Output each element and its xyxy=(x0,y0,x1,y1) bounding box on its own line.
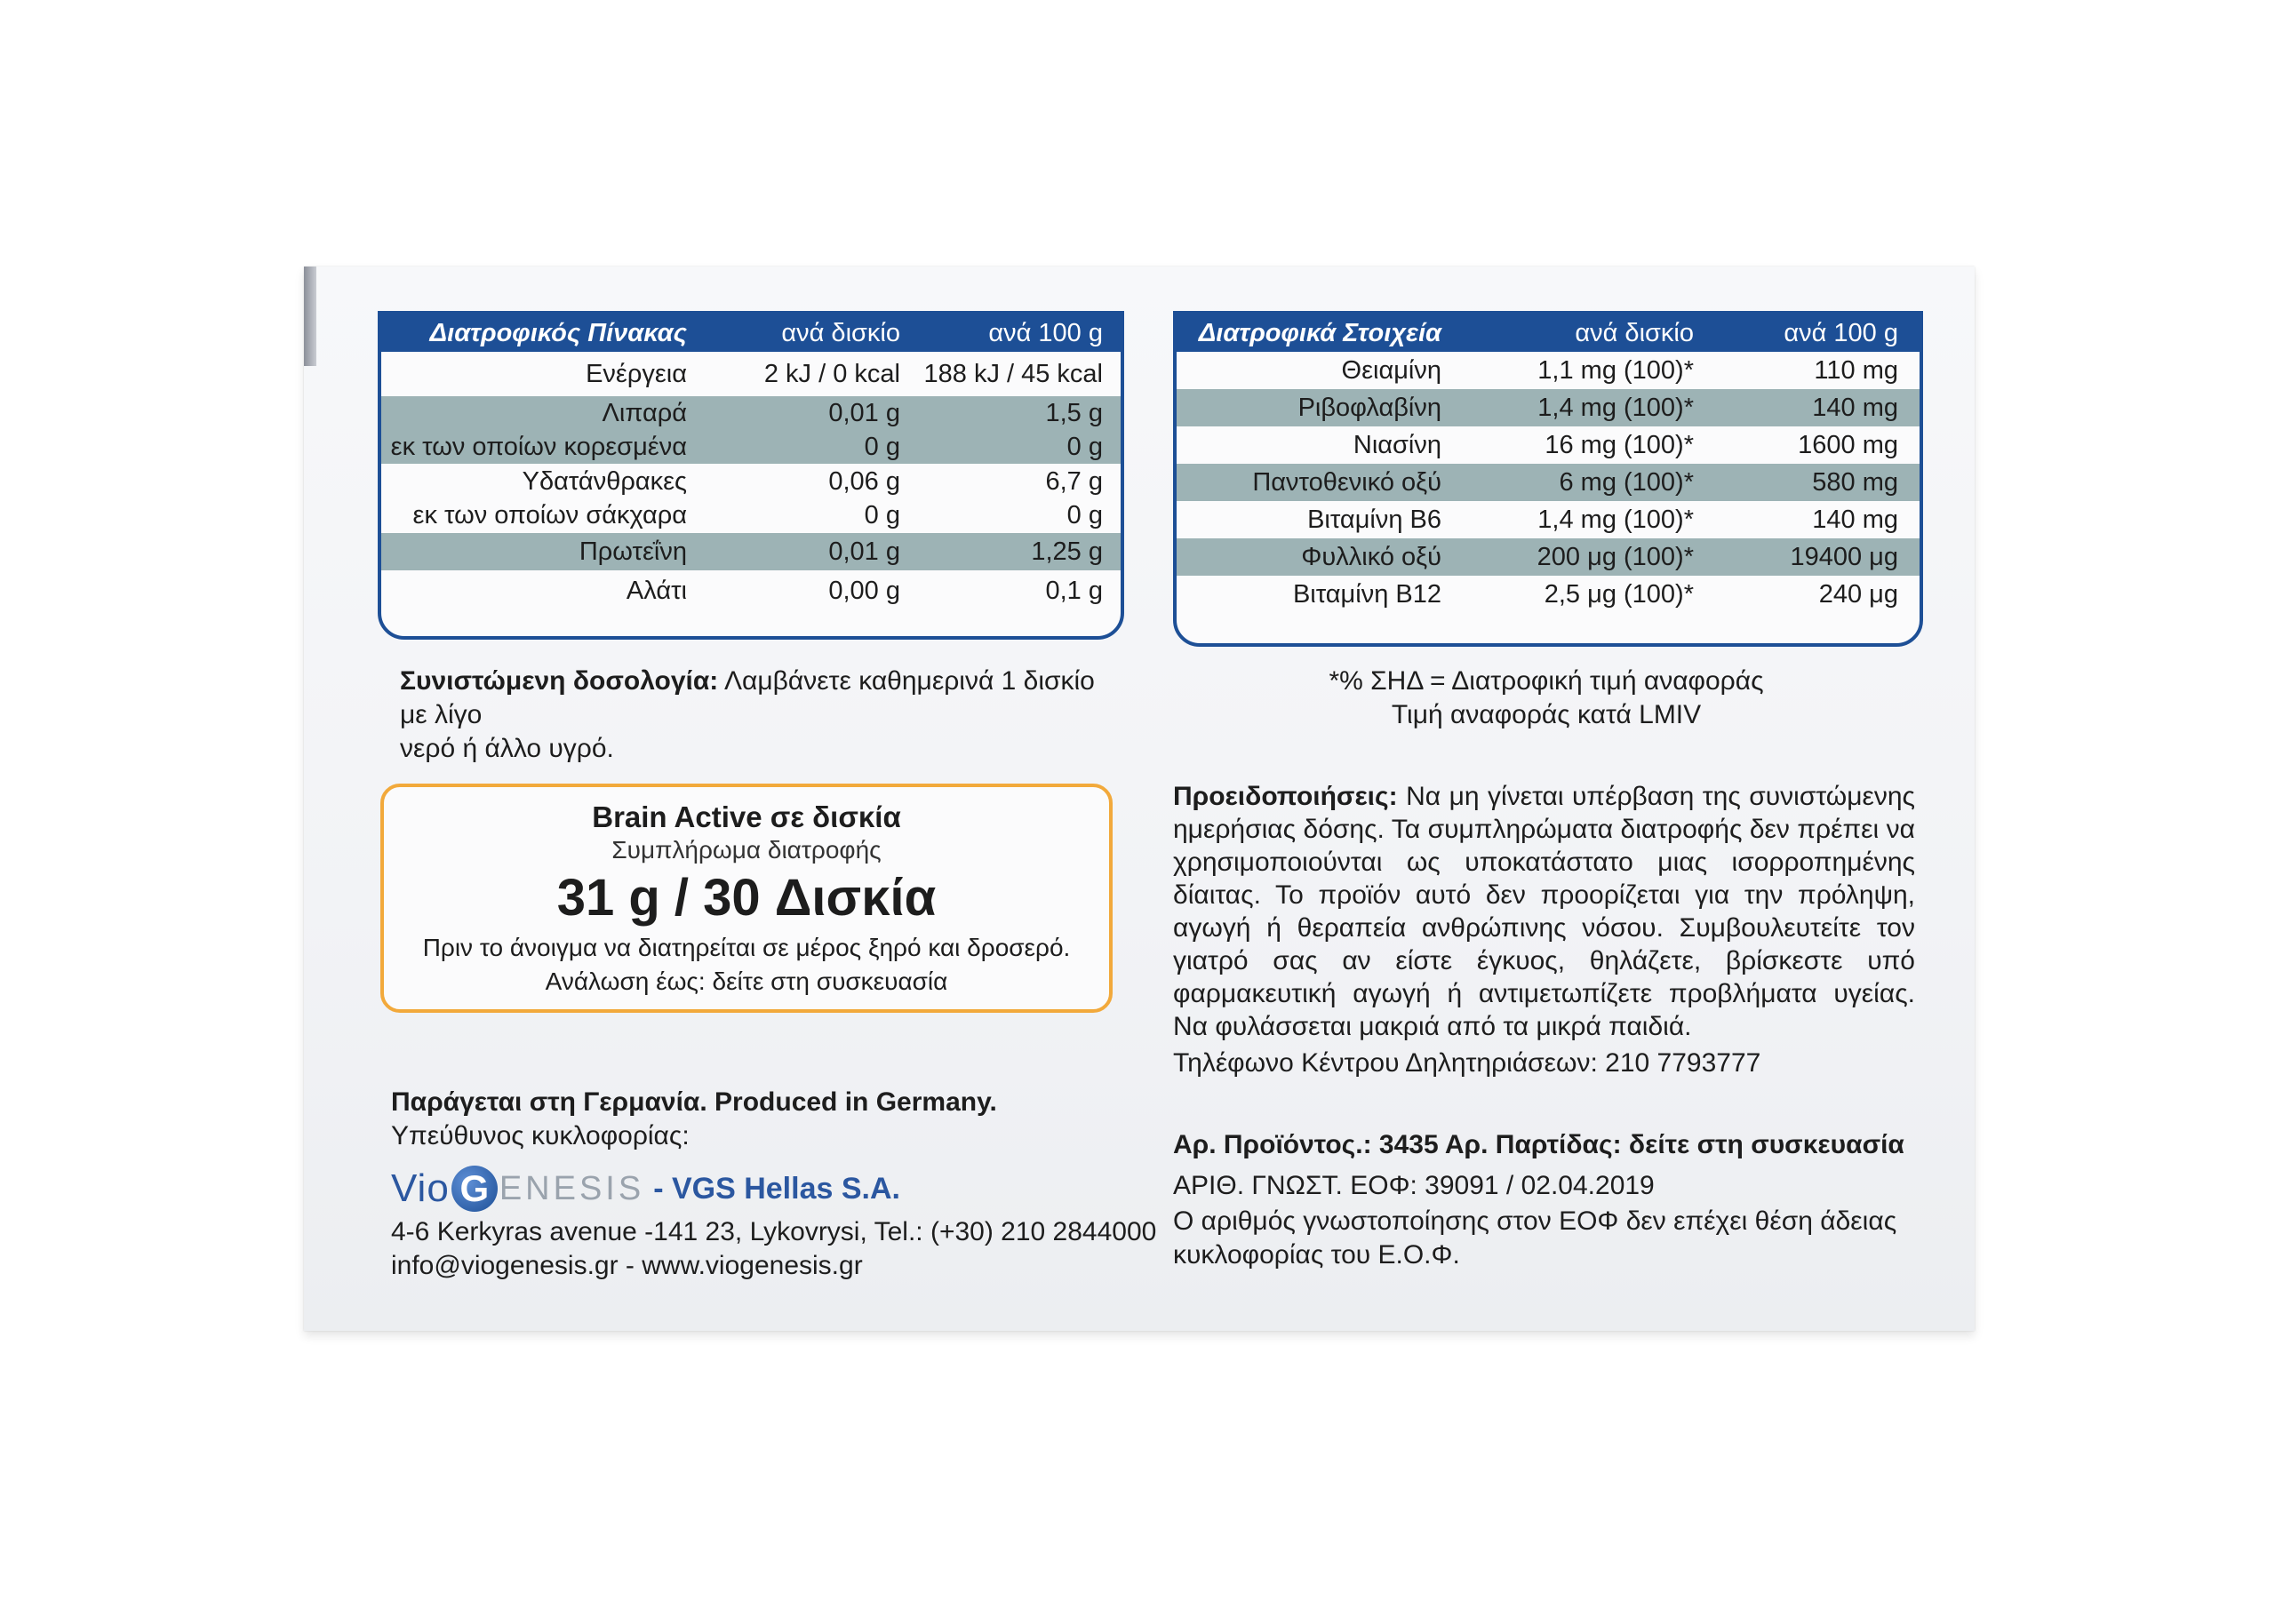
nutrition-table xyxy=(378,311,1124,640)
package-side-edge xyxy=(304,267,316,366)
row-per-tablet-text: 0,01 g xyxy=(828,399,900,427)
warnings-line: δίαιτας. Το προϊόν αυτό δεν προορίζεται για την πρόληψη, xyxy=(1173,880,1915,910)
reference-note xyxy=(1244,665,1848,732)
row-label: Θειαμίνη xyxy=(1341,355,1441,385)
row-per-100g: 19400 μg xyxy=(1790,542,1898,571)
logo-genesis: ENESIS xyxy=(499,1169,645,1207)
header-per-100g: ανά 100 g xyxy=(1784,318,1898,347)
product-storage: Πριν το άνοιγμα να διατηρείται σε μέρος ξηρό και δροσερό. xyxy=(422,934,1071,961)
product-number: Αρ. Προϊόντος.: 3435 Αρ. Παρτίδας: δείτε στη συσκευασία xyxy=(1173,1130,1904,1159)
row-per-100g: 140 mg xyxy=(1812,505,1898,534)
dosage-text xyxy=(400,665,1111,766)
warnings-line: χρησιμοποιούνται ως υποκατάστατο μιας ισορροπημένης xyxy=(1173,848,1915,877)
row-per-100g: 240 μg xyxy=(1818,579,1898,609)
row-per-100g: 580 mg xyxy=(1812,467,1898,497)
row-per-tablet xyxy=(705,574,900,608)
row-per-100g xyxy=(900,357,1103,391)
row-label-text: Λιπαρά xyxy=(602,399,687,427)
row-per-100g-text: 1,5 g xyxy=(1045,399,1103,427)
row-per-tablet: 2,5 μg (100)* xyxy=(1544,579,1694,609)
warnings-block xyxy=(1173,780,1915,1079)
row-label: Βιταμίνη B12 xyxy=(1292,579,1441,609)
row-label-text: Αλάτι xyxy=(626,577,687,605)
product-info-box xyxy=(380,784,1113,1013)
nutrition-table-header xyxy=(381,314,1121,352)
table-row xyxy=(381,396,1121,464)
row-per-100g: 1600 mg xyxy=(1798,430,1898,459)
row-label-text: εκ των οποίων σάκχαρα xyxy=(412,501,687,529)
warnings-line: αγωγή ή θεραπεία ανθρώπινης νόσου. Συμβουλευτείτε τον xyxy=(1173,913,1915,943)
row-per-100g-text: 1,25 g xyxy=(1031,537,1103,566)
table-row xyxy=(1177,538,1920,576)
row-per-tablet xyxy=(705,396,900,464)
logo-vio: Vio xyxy=(391,1166,450,1210)
table-row xyxy=(1177,501,1920,538)
row-per-100g xyxy=(900,396,1103,464)
row-label xyxy=(381,574,705,608)
row-per-tablet-text: 2 kJ / 0 kcal xyxy=(763,360,900,388)
responsible-label: Υπεύθυνος κυκλοφορίας: xyxy=(391,1121,690,1150)
header-per-100g: ανά 100 g xyxy=(988,318,1103,347)
dosage-line2: νερό ή άλλο υγρό. xyxy=(400,734,614,763)
row-label-text: Ενέργεια xyxy=(586,360,687,388)
row-per-tablet xyxy=(705,357,900,391)
row-per-tablet xyxy=(705,535,900,569)
eof-note-line1: Ο αριθμός γνωστοποίησης στον ΕΟΦ δεν επέχει θέση άδειας xyxy=(1173,1206,1897,1236)
row-per-100g xyxy=(900,574,1103,608)
row-per-100g-text: 0 g xyxy=(1066,501,1103,529)
company-contact: info@viogenesis.gr - www.viogenesis.gr xyxy=(391,1251,863,1280)
row-label: Νιασίνη xyxy=(1353,430,1441,459)
row-per-tablet-text: 0 g xyxy=(864,433,900,461)
product-title: Brain Active σε δισκία xyxy=(592,800,901,833)
row-per-100g-text: 188 kJ / 45 kcal xyxy=(923,360,1103,388)
table-row xyxy=(381,533,1121,570)
product-subtitle: Συμπλήρωμα διατροφής xyxy=(611,836,882,864)
row-label xyxy=(381,396,705,464)
row-per-100g-text: 0 g xyxy=(1066,433,1103,461)
row-label xyxy=(381,535,705,569)
row-per-100g-text: 0,1 g xyxy=(1045,577,1103,605)
company-name: - VGS Hellas S.A. xyxy=(653,1171,900,1206)
poison-center-phone: Τηλέφωνο Κέντρου Δηλητηριάσεων: 210 7793777 xyxy=(1173,1048,1761,1078)
header-label: Διατροφικά Στοιχεία xyxy=(1198,318,1441,347)
table-row xyxy=(1177,352,1920,389)
dosage-line1: Λαμβάνετε καθημερινά 1 δισκίο με λίγο xyxy=(400,666,1095,729)
row-label-text: Πρωτεΐνη xyxy=(579,537,687,566)
row-per-100g: 140 mg xyxy=(1812,393,1898,422)
row-per-tablet: 1,1 mg (100)* xyxy=(1537,355,1694,385)
table-row xyxy=(381,570,1121,611)
warnings-label: Προειδοποιήσεις: xyxy=(1173,782,1398,811)
reference-note-line2: Τιμή αναφοράς κατά LMIV xyxy=(1391,700,1702,729)
header-per-tablet: ανά δισκίο xyxy=(1575,318,1694,347)
row-label: Ριβοφλαβίνη xyxy=(1297,393,1441,422)
dosage-label: Συνιστώμενη δοσολογία: xyxy=(400,666,719,696)
product-expiry: Ανάλωση έως: δείτε στη συσκευασία xyxy=(545,967,948,995)
row-per-tablet-text: 0,01 g xyxy=(828,537,900,566)
table-row xyxy=(381,352,1121,396)
row-label xyxy=(381,465,705,532)
row-label xyxy=(381,357,705,391)
table-row xyxy=(1177,464,1920,501)
eof-number: ΑΡΙΘ. ΓΝΩΣΤ. ΕΟΦ: 39091 / 02.04.2019 xyxy=(1173,1171,1655,1200)
table-row xyxy=(1177,389,1920,426)
row-per-100g xyxy=(900,535,1103,569)
eof-note-line2: κυκλοφορίας του Ε.Ο.Φ. xyxy=(1173,1240,1460,1270)
logo-g: G xyxy=(451,1166,498,1212)
row-label: Παντοθενικό οξύ xyxy=(1252,467,1441,497)
row-label: Βιταμίνη B6 xyxy=(1307,505,1441,534)
vitamins-table xyxy=(1173,311,1923,647)
row-per-tablet: 1,4 mg (100)* xyxy=(1537,393,1694,422)
warnings-line: Προειδοποιήσεις: Να μη γίνεται υπέρβαση της συνιστώμενης xyxy=(1173,782,1916,811)
company-address: 4-6 Kerkyras avenue -141 23, Lykovrysi, Tel.: (+30) 210 2844000 xyxy=(391,1217,1157,1246)
row-label: Φυλλικό οξύ xyxy=(1301,542,1441,571)
produced-in: Παράγεται στη Γερμανία. Produced in Germany. xyxy=(391,1087,997,1117)
row-per-100g-text: 6,7 g xyxy=(1045,467,1103,496)
warnings-line: Να φυλάσσεται μακριά από τα μικρά παιδιά. xyxy=(1173,1012,1692,1041)
row-per-tablet-text: 0,00 g xyxy=(828,577,900,605)
row-per-100g: 110 mg xyxy=(1814,355,1898,385)
row-per-tablet-text: 0 g xyxy=(864,501,900,529)
product-quantity: 31 g / 30 Δισκία xyxy=(556,869,937,927)
row-per-tablet xyxy=(705,465,900,532)
row-per-tablet: 6 mg (100)* xyxy=(1559,467,1694,497)
row-per-tablet: 16 mg (100)* xyxy=(1545,430,1694,459)
row-per-tablet: 1,4 mg (100)* xyxy=(1537,505,1694,534)
header-per-tablet: ανά δισκίο xyxy=(781,318,900,347)
row-label-text: εκ των οποίων κορεσμένα xyxy=(390,433,687,461)
viogenesis-logo xyxy=(391,1162,900,1215)
row-per-tablet-text: 0,06 g xyxy=(828,467,900,496)
warnings-line: γιατρό σας αν είστε έγκυος, θηλάζετε, βρίσκεστε υπό xyxy=(1173,946,1915,975)
row-per-tablet: 200 μg (100)* xyxy=(1537,542,1694,571)
header-label: Διατροφικός Πίνακας xyxy=(429,318,687,347)
row-label-text: Υδατάνθρακες xyxy=(522,467,687,496)
row-per-100g xyxy=(900,465,1103,532)
table-row xyxy=(1177,426,1920,464)
table-row xyxy=(381,464,1121,533)
reference-note-line1: *% ΣΗΔ = Διατροφική τιμή αναφοράς xyxy=(1329,666,1764,696)
warnings-line: φαρμακευτική αγωγή ή αντιμετωπίζετε προβλήματα υγείας. xyxy=(1173,979,1915,1008)
warnings-line: ημερήσιας δόσης. Τα συμπληρώματα διατροφής δεν πρέπει να xyxy=(1173,815,1915,844)
table-row xyxy=(1177,576,1920,613)
vitamins-table-header xyxy=(1177,314,1920,352)
